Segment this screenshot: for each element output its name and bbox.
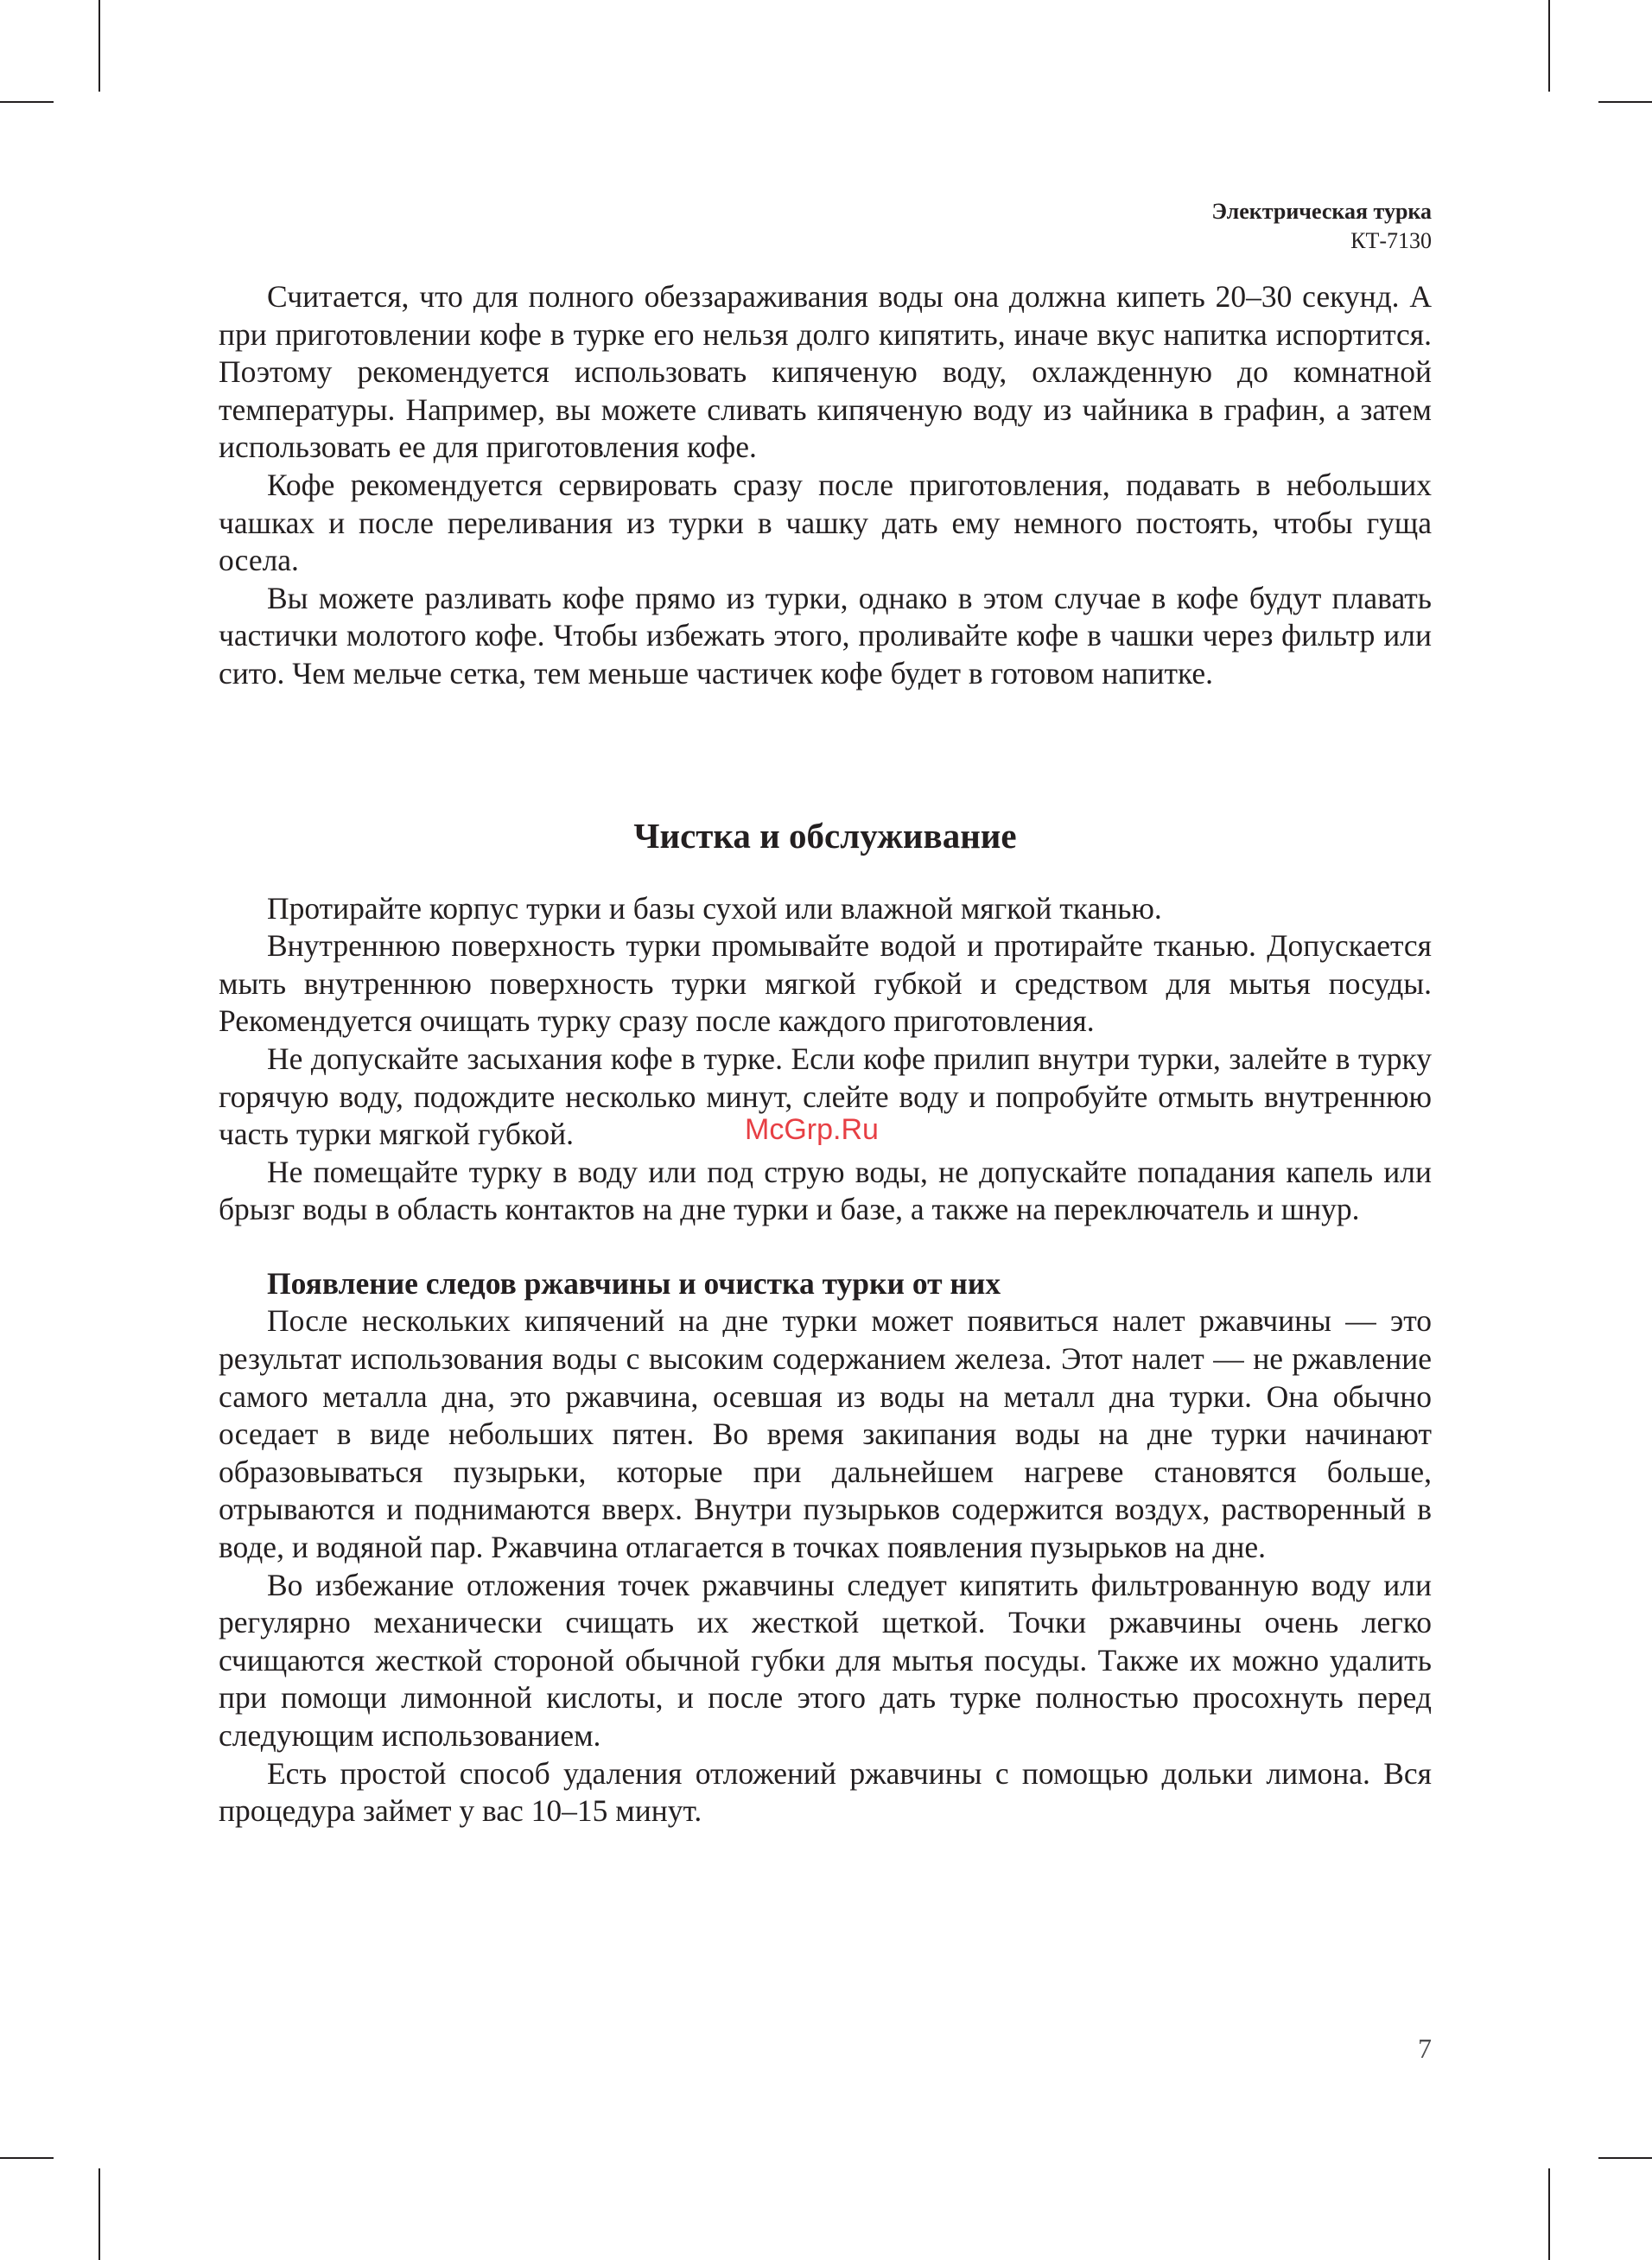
paragraph: Есть простой способ удаления отложений ржавчины с помощью дольки лимона. Вся процедура займет у вас 10–15 минут.: [219, 1755, 1432, 1829]
running-header: [1211, 197, 1432, 256]
subsection-heading: Появление следов ржавчины и очистка турки от них: [267, 1265, 1001, 1301]
paragraph: Кофе рекомендуется сервировать сразу после приготовления, подавать в небольших чашках и после переливания из турки в чашку дать ему немного постоять, чтобы гуща осела.: [219, 467, 1432, 578]
crop-mark: [1548, 2168, 1550, 2260]
paragraph: Во избежание отложения точек ржавчины следует кипятить фильтрованную воду или регулярно механически счищать их жесткой щеткой. Точки ржавчины очень легко счищаются жесткой стороной обычной губки для мытья посуды. Также их можно удалить при помощи лимонной кислоты, и после этого дать турке полностью просохнуть перед следующим использованием.: [219, 1567, 1432, 1753]
crop-mark: [98, 0, 100, 92]
crop-mark: [0, 101, 54, 103]
crop-mark: [1548, 0, 1550, 92]
crop-mark: [0, 2157, 54, 2159]
watermark: McGrp.Ru: [745, 1113, 879, 1146]
crop-mark: [98, 2168, 100, 2260]
paragraph: Не помещайте турку в воду или под струю воды, не допускайте попадания капель или брызг воды в область контактов на дне турки и базе, а также на переключатель и шнур.: [219, 1154, 1432, 1227]
crop-mark: [1598, 101, 1652, 103]
crop-mark: [1598, 2157, 1652, 2159]
paragraph: Протирайте корпус турки и базы сухой или влажной мягкой тканью.: [267, 890, 1162, 926]
product-title: Электрическая турка: [1211, 199, 1432, 224]
section-heading: Чистка и обслуживание: [633, 815, 1017, 856]
paragraph: Считается, что для полного обеззараживания воды она должна кипеть 20–30 секунд. А при приготовлении кофе в турке его нельзя долго кипятить, иначе вкус напитка испортится. Поэтому рекомендуется использовать кипяченую воду, охлажденную до комнатной температуры. Например, вы можете сливать кипяченую воду из чайника в графин, а затем использовать ее для приготовления кофе.: [219, 279, 1432, 465]
page-content: [219, 278, 1432, 1830]
paragraph: После нескольких кипячений на дне турки может появиться налет ржавчины — это результат использования воды с высоким содержанием железа. Этот налет — не ржавление самого металла дна, это ржавчина, осевшая из воды на металл дна турки. Она обычно оседает в виде небольших пятен. Во время закипания воды на дне турки начинают образовываться пузырьки, которые при дальнейшем нагреве становятся больше, отрываются и поднимаются вверх. Внутри пузырьков содержится воздух, растворенный в воде, и водяной пар. Ржавчина отлагается в точках появления пузырьков на дне.: [219, 1303, 1432, 1565]
product-model: КТ-7130: [1350, 228, 1432, 253]
paragraph: Вы можете разливать кофе прямо из турки, однако в этом случае в кофе будут плавать частички молотого кофе. Чтобы избежать этого, проливайте кофе в чашки через фильтр или сито. Чем мельче сетка, тем меньше частичек кофе будет в готовом напитке.: [219, 580, 1432, 691]
page-number: 7: [1418, 2033, 1432, 2064]
paragraph: Внутреннюю поверхность турки промывайте водой и протирайте тканью. Допускается мыть внутреннюю поверхность турки мягкой губкой и средством для мытья посуды. Рекомендуется очищать турку сразу после каждого приготовления.: [219, 928, 1432, 1039]
paragraph: Не допускайте засыхания кофе в турке. Если кофе прилип внутри турки, залейте в турку горячую воду, подождите несколько минут, слейте воду и попробуйте отмыть внутреннюю часть турки мягкой губкой.: [219, 1041, 1432, 1152]
